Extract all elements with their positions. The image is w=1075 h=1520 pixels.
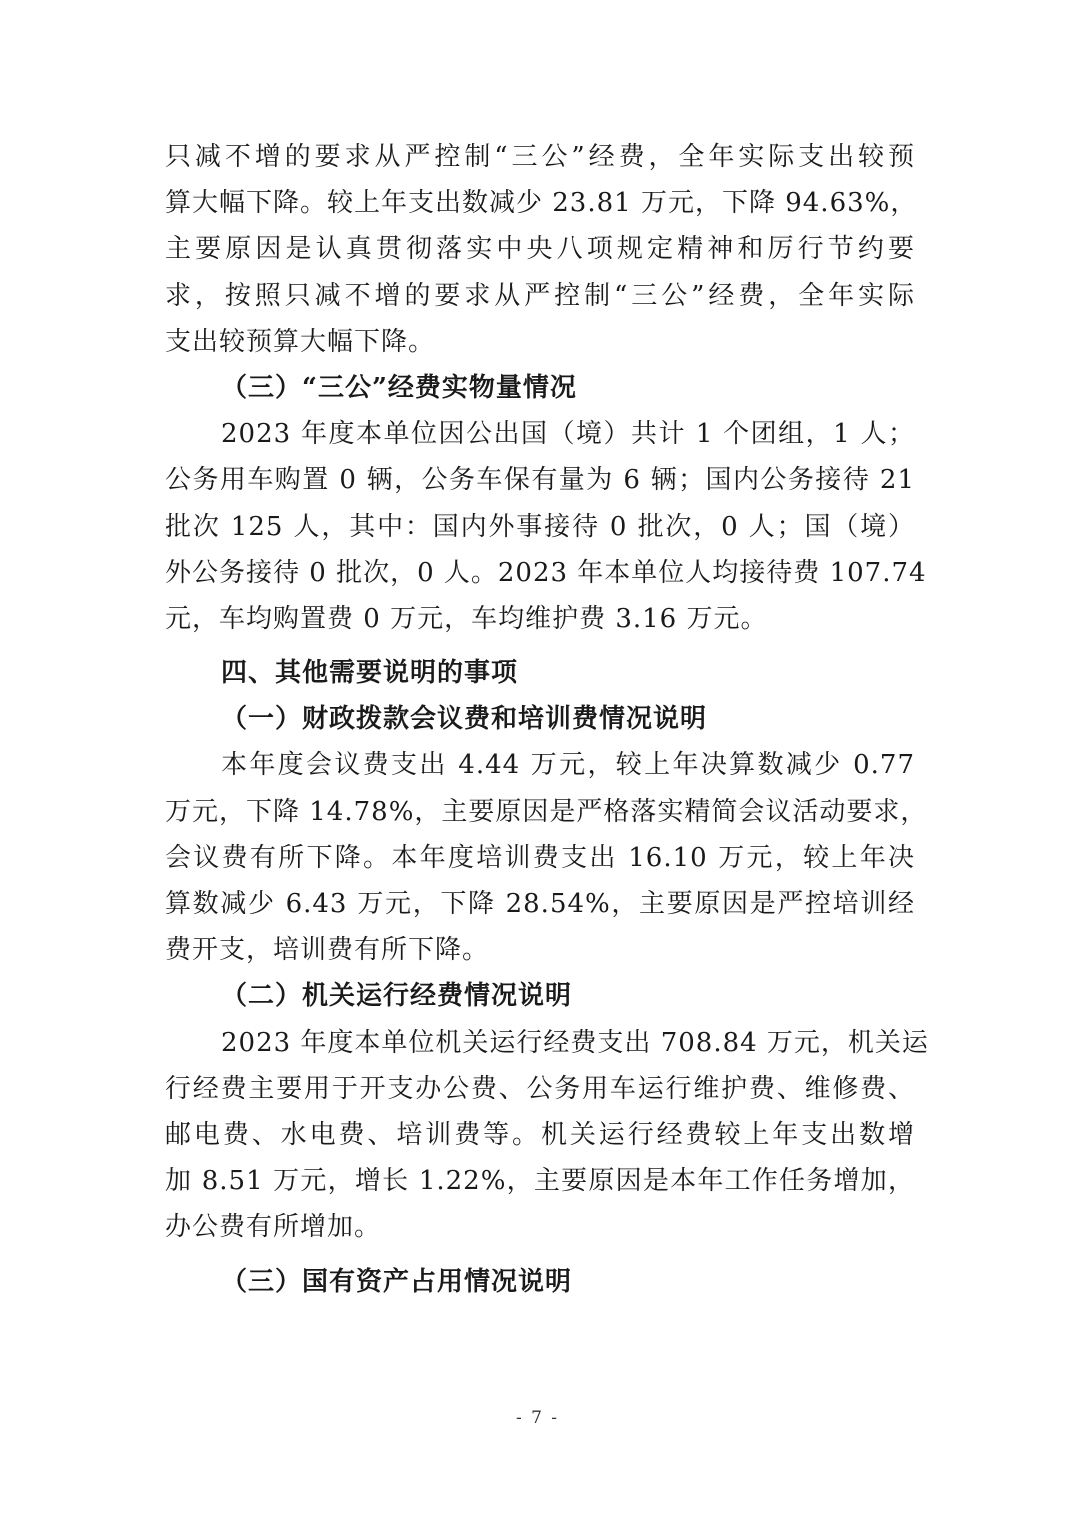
paragraph-operating-expenses: [165, 1020, 929, 1251]
text-line: 加 8.51 万元，增长 1.22%，主要原因是本年工作任务增加，: [165, 1166, 915, 1197]
text-line: 算数减少 6.43 万元，下降 28.54%，主要原因是严控培训经: [165, 889, 915, 919]
text-line: 支出较预算大幅下降。: [165, 326, 436, 357]
text-line: 邮电费、水电费、培训费等。机关运行经费较上年支出数增: [165, 1119, 915, 1150]
text-line: 2023 年度本单位机关运行经费支出 708.84 万元，机关运: [221, 1027, 929, 1058]
paragraph-sangong-physical: [165, 411, 927, 642]
text-line: 办公费有所增加。: [165, 1212, 382, 1243]
document-body: [165, 134, 929, 1305]
text-line: 本年度会议费支出 4.44 万元，较上年决算数减少 0.77: [221, 750, 915, 781]
text-line: 只减不增的要求从严控制“三公”经费，全年实际支出较预: [165, 142, 915, 172]
text-line: 求，按照只减不增的要求从严控制“三公”经费，全年实际: [165, 280, 915, 311]
section-heading-sangong-physical: （三）“三公”经费实物量情况: [221, 372, 577, 403]
text-line: 元，车均购置费 0 万元，车均维护费 3.16 万元。: [165, 603, 768, 634]
text-line: 算大幅下降。较上年支出数减少 23.81 万元，下降 94.63%，: [165, 188, 918, 219]
text-line: 主要原因是认真贯彻落实中央八项规定精神和厉行节约要: [165, 234, 915, 265]
paragraph-sangong-decline: [165, 134, 918, 365]
text-line: 外公务接待 0 批次，0 人。2023 年本单位人均接待费 107.74: [165, 557, 927, 588]
text-line: 行经费主要用于开支办公费、公务用车运行维护费、维修费、: [165, 1073, 915, 1104]
main-heading-other-matters: 四、其他需要说明的事项: [221, 658, 519, 689]
text-line: 2023 年度本单位因公出国（境）共计 1 个团组，1 人；: [221, 419, 915, 450]
text-line: 万元，下降 14.78%，主要原因是严格落实精简会议活动要求，: [165, 796, 928, 827]
paragraph-meeting-training: [165, 742, 928, 973]
sub-heading-meeting-training: （一）财政拨款会议费和培训费情况说明: [221, 704, 708, 735]
page-number: - 7 -: [515, 1408, 560, 1428]
sub-heading-state-assets: （三）国有资产占用情况说明: [221, 1266, 573, 1297]
sub-heading-operating-expenses: （二）机关运行经费情况说明: [221, 981, 573, 1012]
text-line: 费开支，培训费有所下降。: [165, 935, 490, 966]
text-line: 会议费有所下降。本年度培训费支出 16.10 万元，较上年决: [165, 842, 915, 873]
text-line: 公务用车购置 0 辆，公务车保有量为 6 辆；国内公务接待 21: [165, 465, 915, 496]
text-line: 批次 125 人，其中：国内外事接待 0 批次，0 人；国（境）: [165, 511, 915, 542]
